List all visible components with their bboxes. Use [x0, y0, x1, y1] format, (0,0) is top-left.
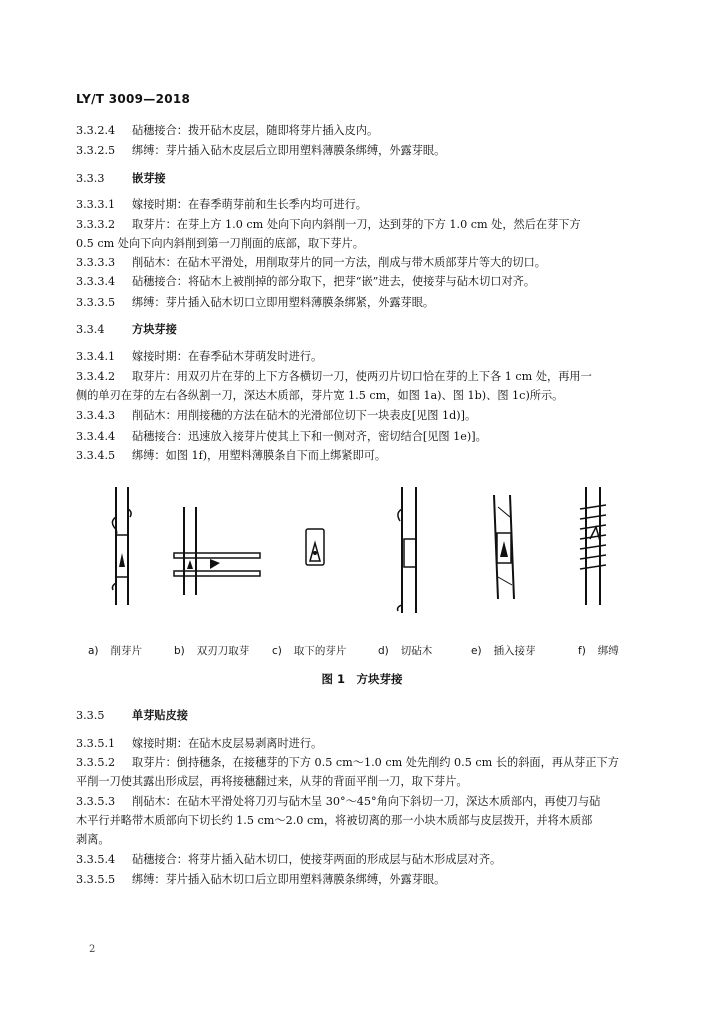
clause [76, 144, 656, 158]
page-number: 2 [89, 944, 96, 955]
clause [76, 256, 656, 270]
figure-e-insert-bud [484, 487, 524, 605]
clause [76, 370, 656, 384]
figure-caption [471, 643, 536, 658]
clause-text: 削砧木：用削接穗的方法在砧木的光滑部位切下一块表皮[见图 1d)]。 [132, 409, 477, 422]
clause-number: 3.3.2.5 [76, 144, 116, 157]
caption-tag: f) [578, 645, 586, 657]
clause [76, 430, 656, 444]
clause-number: 3.3.3 [76, 172, 105, 185]
clause-text: 绑缚：芽片插入砧木皮层后立即用塑料薄膜条绑缚，外露芽眼。 [132, 144, 446, 157]
figure-caption [174, 643, 249, 658]
figure-caption [88, 643, 142, 658]
clause-text: 砧穗接合：将芽片插入砧木切口，使接芽两面的形成层与砧木形成层对齐。 [132, 853, 502, 866]
figure-c-bud-chip [300, 487, 330, 605]
clause-text: 木平行并略带木质部向下切长约 1.5 cm～2.0 cm，将被切离的那一小块木质部与皮层拨开，并将木质部 [76, 814, 593, 827]
clause-text: 砧穗接合：将砧木上被削掉的部分取下，把芽“嵌”进去，使接芽与砧木切口对齐。 [132, 275, 536, 288]
clause-number: 3.3.4.1 [76, 350, 116, 363]
clause-text: 削砧木：在砧木平滑处，用削取芽片的同一方法，削成与带木质部芽片等大的切口。 [132, 256, 546, 269]
clause-text: 绑缚：芽片插入砧木切口立即用塑料薄膜条绑紧，外露芽眼。 [132, 296, 435, 309]
clause-number: 3.3.5.2 [76, 756, 116, 769]
clause [76, 275, 656, 289]
caption-label: 取下的芽片 [293, 645, 347, 657]
clause-number: 3.3.4.4 [76, 430, 116, 443]
clause [76, 449, 656, 463]
clause-number: 3.3.4.3 [76, 409, 116, 422]
clause-text: 取芽片：用双刃片在芽的上下方各横切一刀，使两刃片切口恰在芽的上下各 1 cm 处，再用一 [132, 370, 592, 383]
clause-text: 单芽贴皮接 [132, 709, 188, 722]
clause [76, 198, 656, 212]
clause-number: 3.3.3.5 [76, 296, 116, 309]
figure-caption [378, 643, 432, 658]
clause-number: 3.3.3.3 [76, 256, 116, 269]
clause-text: 绑缚：芽片插入砧木切口后立即用塑料薄膜条绑缚，外露芽眼。 [132, 873, 446, 886]
clause-number: 3.3.5.5 [76, 873, 116, 886]
clause-text: 取芽片：倒持穗条，在接穗芽的下方 0.5 cm～1.0 cm 处先削约 0.5 cm 长的斜面，再从芽正下方 [132, 756, 619, 769]
clause-number: 3.3.4.2 [76, 370, 116, 383]
clause-text: 嵌芽接 [132, 172, 166, 185]
clause [76, 350, 656, 364]
clause-number: 3.3.3.2 [76, 218, 116, 231]
paragraph-continuation [76, 814, 656, 828]
clause-number: 3.3.3.1 [76, 198, 116, 211]
caption-label: 削芽片 [110, 645, 143, 657]
clause [76, 873, 656, 887]
section-heading [76, 172, 656, 186]
clause-text: 嫁接时期：在春季萌芽前和生长季内均可进行。 [132, 198, 367, 211]
clause-text: 剥离。 [76, 833, 110, 846]
section-heading [76, 323, 656, 337]
figure-caption [272, 643, 346, 658]
figure-title: 图 1 方块芽接 [321, 672, 403, 686]
caption-label: 双刃刀取芽 [196, 645, 250, 657]
clause-number: 3.3.5 [76, 709, 105, 722]
clause-text: 削砧木：在砧木平滑处将刀刃与砧木呈 30°～45°角向下斜切一刀，深达木质部内，再使刀与砧 [132, 795, 601, 808]
document-header: LY/T 3009—2018 [76, 92, 191, 106]
clause-text: 平削一刀使其露出形成层，再将接穗翻过来，从芽的背面平削一刀，取下芽片。 [76, 775, 468, 788]
figure-d-cut-rootstock [388, 487, 428, 619]
caption-tag: e) [471, 645, 482, 657]
clause-text: 侧的单刃在芽的左右各纵割一刀，深达木质部，芽片宽 1.5 cm，如图 1a)、图 1b)、图 1c)所示。 [76, 389, 564, 402]
caption-tag: c) [272, 645, 282, 657]
clause [76, 795, 656, 809]
figure-a-cut-bud [102, 487, 138, 605]
clause [76, 737, 656, 751]
clause-number: 3.3.5.1 [76, 737, 116, 750]
clause-number: 3.3.4.5 [76, 449, 116, 462]
clause-number: 3.3.2.4 [76, 124, 116, 137]
caption-tag: a) [88, 645, 99, 657]
paragraph-continuation [76, 833, 656, 847]
clause-text: 绑缚：如图 1f)，用塑料薄膜条自下而上绑紧即可。 [132, 449, 387, 462]
figure-caption [578, 643, 619, 658]
paragraph-continuation [76, 389, 656, 403]
clause [76, 409, 656, 423]
clause-number: 3.3.4 [76, 323, 105, 336]
clause-text: 嫁接时期：在砧木皮层易剥离时进行。 [132, 737, 323, 750]
clause-number: 3.3.5.3 [76, 795, 116, 808]
clause [76, 124, 656, 138]
clause [76, 853, 656, 867]
clause-number: 3.3.5.4 [76, 853, 116, 866]
clause [76, 218, 656, 232]
clause-text: 砧穗接合：迅速放入接芽片使其上下和一侧对齐，密切结合[见图 1e)]。 [132, 430, 487, 443]
caption-tag: d) [378, 645, 389, 657]
clause [76, 756, 656, 770]
paragraph-continuation [76, 775, 656, 789]
caption-label: 插入接芽 [493, 645, 536, 657]
paragraph-continuation [76, 237, 656, 251]
clause-text: 嫁接时期：在春季砧木芽萌发时进行。 [132, 350, 323, 363]
clause-number: 3.3.3.4 [76, 275, 116, 288]
clause-text: 方块芽接 [132, 323, 177, 336]
clause [76, 296, 656, 310]
caption-label: 切砧木 [400, 645, 433, 657]
figure-b-double-blade [170, 487, 262, 605]
clause-text: 0.5 cm 处向下向内斜削到第一刀削面的底部，取下芽片。 [76, 237, 364, 250]
clause-text: 砧穗接合：拨开砧木皮层，随即将芽片插入皮内。 [132, 124, 379, 137]
caption-label: 绑缚 [597, 645, 619, 657]
caption-tag: b) [174, 645, 185, 657]
section-heading [76, 709, 656, 723]
figure-f-binding [572, 487, 616, 605]
clause-text: 取芽片：在芽上方 1.0 cm 处向下向内斜削一刀，达到芽的下方 1.0 cm 处，然后在芽下方 [132, 218, 581, 231]
